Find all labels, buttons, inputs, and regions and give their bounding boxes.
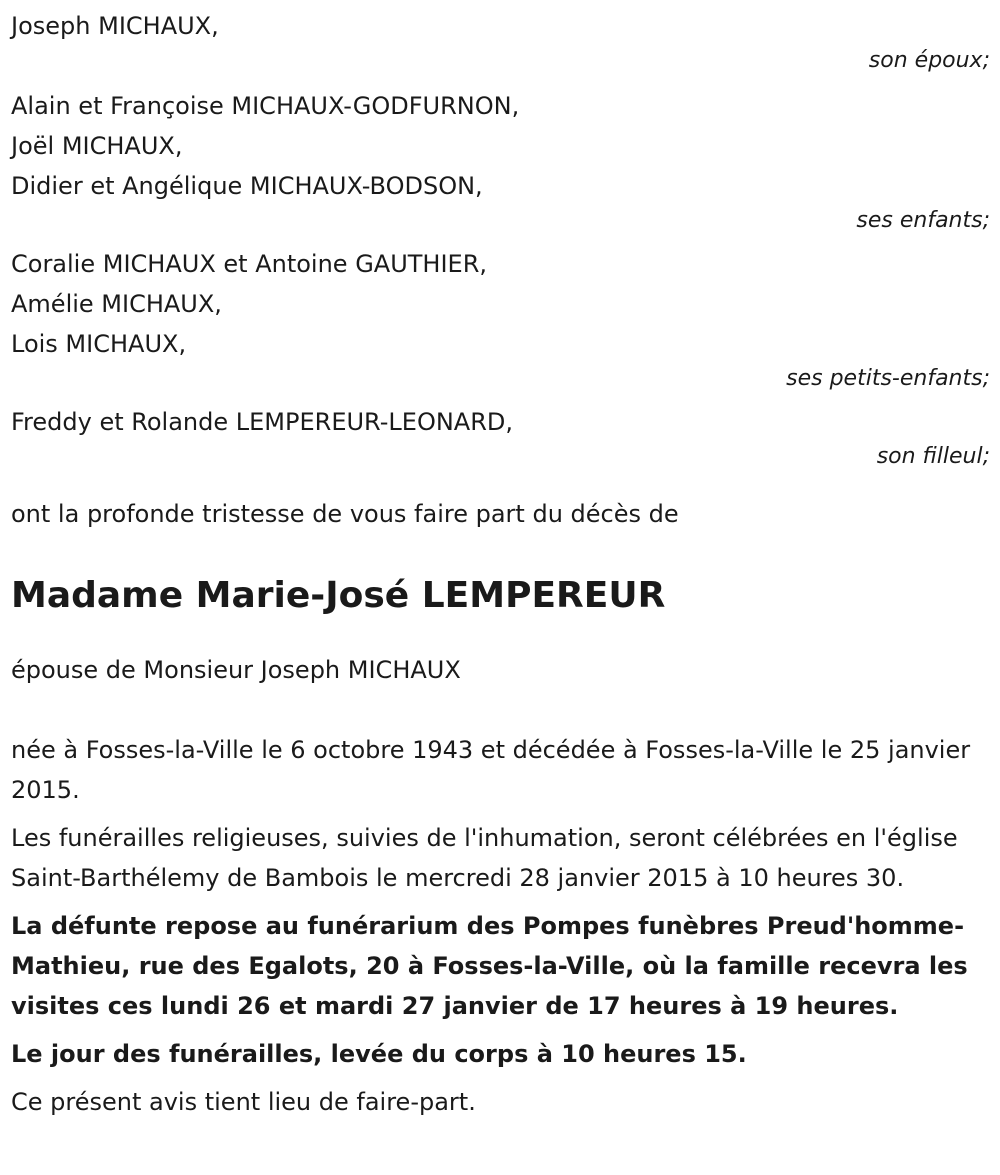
birth-death-paragraph: née à Fosses-la-Ville le 6 octobre 1943 et décédée à Fosses-la-Ville le 25 janvier 2015. xyxy=(11,736,971,804)
deceased-name: Madame Marie-José LEMPEREUR xyxy=(11,575,666,616)
spouse-name: Joseph MICHAUX, xyxy=(11,12,219,40)
deceased-spouse-line: épouse de Monsieur Joseph MICHAUX xyxy=(11,656,461,684)
spouse-role: son époux; xyxy=(868,48,990,73)
obituary-notice xyxy=(11,0,991,1122)
grandchild-entry: Amélie MICHAUX, xyxy=(11,290,222,318)
grandchildren-role: ses petits-enfants; xyxy=(786,366,990,391)
announcement-intro: ont la profonde tristesse de vous faire part du décès de xyxy=(11,500,679,528)
closing-paragraph: Ce présent avis tient lieu de faire-part. xyxy=(11,1088,476,1116)
godson-role: son filleul; xyxy=(876,444,990,469)
grandchildren-list xyxy=(11,244,991,364)
child-entry: Didier et Angélique MICHAUX-BODSON, xyxy=(11,172,483,200)
funeral-paragraph: Les funérailles religieuses, suivies de l'inhumation, seront célébrées en l'église Saint-Barthélemy de Bambois le mercredi 28 janvier 2015 à 10 heures 30. xyxy=(11,824,958,892)
children-role: ses enfants; xyxy=(856,208,990,233)
grandchild-entry: Lois MICHAUX, xyxy=(11,330,187,358)
child-entry: Alain et Françoise MICHAUX-GODFURNON, xyxy=(11,92,520,120)
child-entry: Joël MICHAUX, xyxy=(11,132,183,160)
visitation-paragraph: La défunte repose au funérarium des Pompes funèbres Preud'homme-Mathieu, rue des Egalots, 20 à Fosses-la-Ville, où la famille recevra les visites ces lundi 26 et mardi 27 janvier de 17 heures à 19 heures. xyxy=(11,912,968,1020)
godson-name: Freddy et Rolande LEMPEREUR-LEONARD, xyxy=(11,408,513,436)
departure-paragraph: Le jour des funérailles, levée du corps à 10 heures 15. xyxy=(11,1040,747,1068)
grandchild-entry: Coralie MICHAUX et Antoine GAUTHIER, xyxy=(11,250,488,278)
children-list xyxy=(11,86,991,206)
